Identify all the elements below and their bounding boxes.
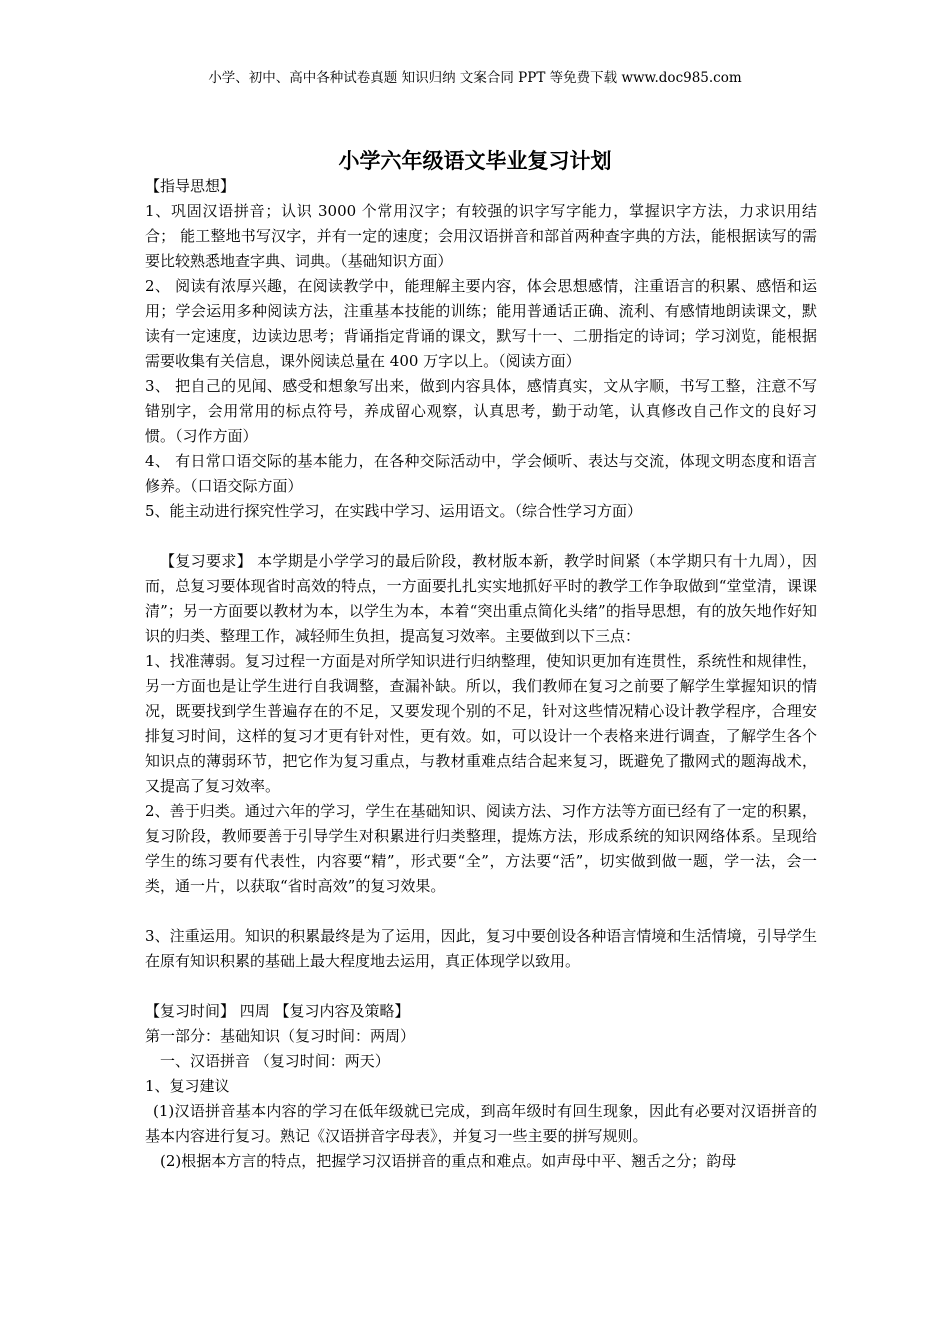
guiding-item-2: 2、 阅读有浓厚兴趣，在阅读教学中，能理解主要内容，体会思想感情，注重语言的积累、感悟和运用；学会运用多种阅读方法，注重基本技能的训练；能用普通话正确、流利、有感情地朗读课文，默读有一定速度，边读边思考；背诵指定背诵的课文，默写十一、二册指定的诗词；学习浏览，能根据需要收集有关信息，课外阅读总量在 400 万字以上。（阅读方面） [145,277,817,370]
pinyin-section-heading: 一、汉语拼音 （复习时间：两天） [160,1052,390,1070]
section-heading-guiding-thought: 【指导思想】 [145,177,236,195]
review-time-heading: 【复习时间】 四周 【复习内容及策略】 [145,1002,410,1020]
document-body [145,174,817,1174]
guiding-item-1: 1、巩固汉语拼音；认识 3000 个常用汉字；有较强的识字写字能力，掌握识字方法，力求识用结合； 能工整地书写汉字，并有一定的速度；会用汉语拼音和部首两种查字典的方法，能根据读写的需要比较熟悉地查字典、词典。（基础知识方面） [145,202,817,270]
requirement-item-2: 2、善于归类。通过六年的学习，学生在基础知识、阅读方法、习作方法等方面已经有了一定的积累，复习阶段，教师要善于引导学生对积累进行归类整理，提炼方法，形成系统的知识网络体系。呈现给学生的练习要有代表性，内容要“精”，形式要“全”，方法要“活”，切实做到做一题，学一法，会一类，通一片，以获取“省时高效”的复习效果。 [145,802,817,895]
review-requirements-paragraph: 【复习要求】 本学期是小学学习的最后阶段，教材版本新，教学时间紧（本学期只有十九周），因而，总复习要体现省时高效的特点，一方面要扎扎实实地抓好平时的教学工作争取做到“堂堂清，课课清”；另一方面要以教材为本，以学生为本，本着“突出重点简化头绪”的指导思想，有的放矢地作好知识的归类、整理工作，减轻师生负担，提高复习效率。主要做到以下三点： [145,552,817,645]
requirement-item-3: 3、注重运用。知识的积累最终是为了运用，因此，复习中要创设各种语言情境和生活情境，引导学生在原有知识积累的基础上最大程度地去运用，真正体现学以致用。 [145,927,817,970]
document-title: 小学六年级语文毕业复习计划 [338,149,612,173]
suggestion-item-1: (1)汉语拼音基本内容的学习在低年级就已完成，到高年级时有回生现象，因此有必要对汉语拼音的 基本内容进行复习。熟记《汉语拼音字母表》，并复习一些主要的拼写规则。 [145,1102,817,1145]
requirement-item-1: 1、找准薄弱。复习过程一方面是对所学知识进行归纳整理，使知识更加有连贯性，系统性和规律性，另一方面也是让学生进行自我调整，查漏补缺。所以，我们教师在复习之前要了解学生掌握知识的情况，既要找到学生普遍存在的不足，又要发现个别的不足，针对这些情况精心设计教学程序，合理安排复习时间，这样的复习才更有针对性，更有效。如，可以设计一个表格来进行调查，了解学生各个知识点的薄弱环节，把它作为复习重点，与教材重难点结合起来复习，既避免了撒网式的题海战术，又提高了复习效率。 [145,652,817,795]
spacer [145,974,817,999]
part-one-heading: 第一部分：基础知识（复习时间：两周） [145,1027,416,1045]
suggestion-item-2: (2)根据本方言的特点，把握学习汉语拼音的重点和难点。如声母中平、翘舌之分；韵母 [160,1152,737,1170]
guiding-item-3: 3、 把自己的见闻、感受和想象写出来，做到内容具体，感情真实，文从字顺，书写工整，注意不写错别字，会用常用的标点符号，养成留心观察，认真思考，勤于动笔，认真修改自己作文的良好习惯。（习作方面） [145,377,817,445]
page-header: 小学、初中、高中各种试卷真题 知识归纳 文案合同 PPT 等免费下载 www.doc985.com [208,70,742,86]
guiding-item-5: 5、能主动进行探究性学习，在实践中学习、运用语文。（综合性学习方面） [145,502,643,520]
spacer [145,524,817,549]
spacer [145,899,817,924]
guiding-item-4: 4、 有日常口语交际的基本能力，在各种交际活动中，学会倾听、表达与交流，体现文明态度和语言修养。（口语交际方面） [145,452,817,495]
review-suggestion-heading: 1、复习建议 [145,1077,230,1095]
